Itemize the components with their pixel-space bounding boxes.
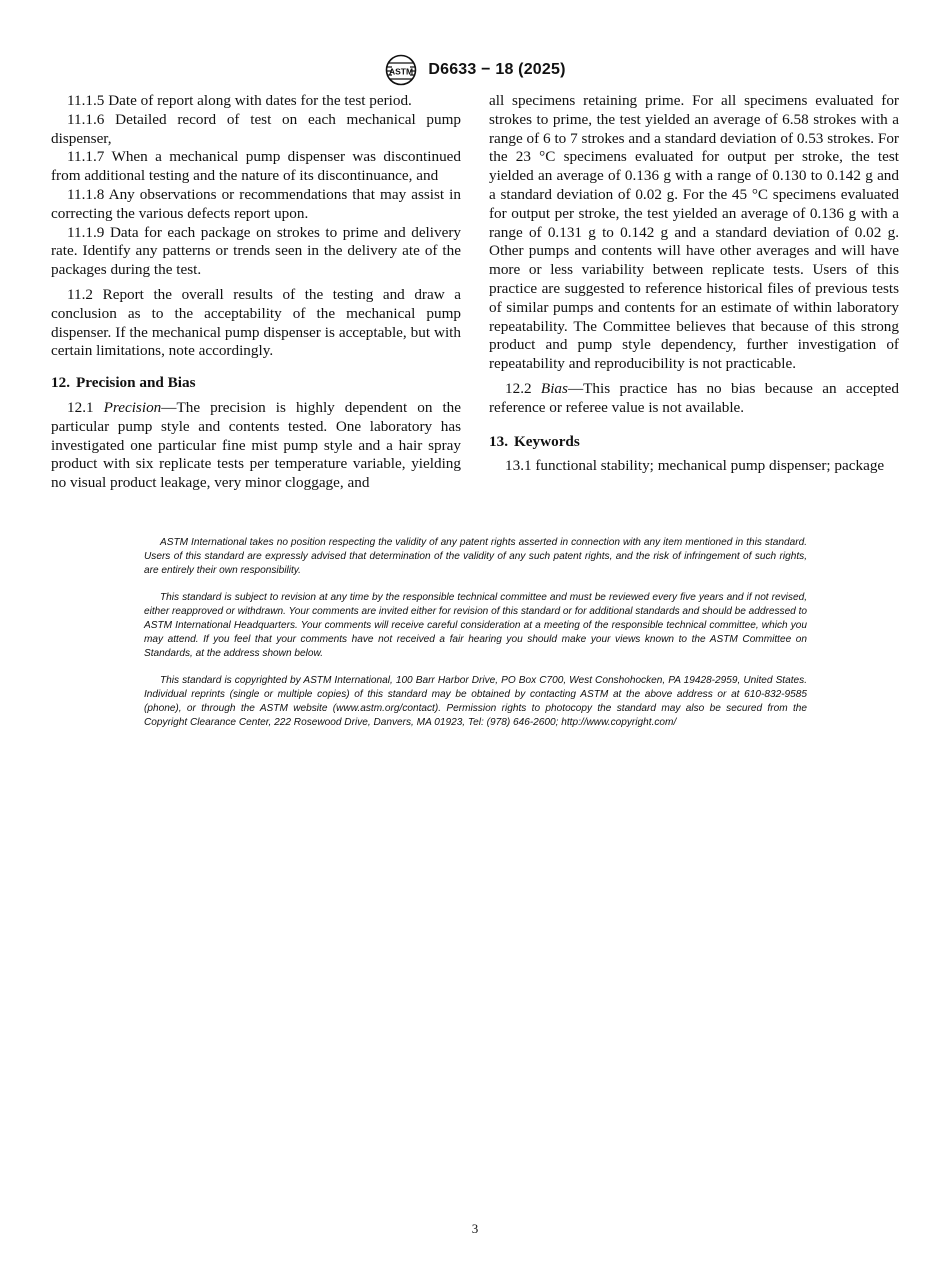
para-11-1-6: 11.1.6 Detailed record of test on each mechanical pump dispenser, <box>51 110 461 147</box>
section-12-heading: 12. Precision and Bias <box>51 374 196 392</box>
para-11-2: 11.2 Report the overall results of the testing and draw a conclusion as to the acceptability of the mechanical pump dispenser. If the mechanical pump dispenser is acceptable, but with certain limitations, note accordingly. <box>51 285 461 360</box>
para-13-1: 13.1 functional stability; mechanical pump dispenser; package <box>505 457 885 475</box>
legal-notices <box>144 536 807 744</box>
astm-logo <box>384 54 418 86</box>
para-11-1-5: 11.1.5 Date of report along with dates for the test period. <box>67 92 412 109</box>
patent-notice: ASTM International takes no position respecting the validity of any patent rights asserted in connection with any item mentioned in this standard. Users of this standard are expressly advised that determination of the validity of any such patent rights, and the risk of infringement of such rights, are entirely their own responsibility. <box>144 537 807 576</box>
bias-term: Bias <box>540 379 568 397</box>
para-12-2: 12.2 Bias—This practice has no bias because an accepted reference or referee value is not available. <box>489 379 899 416</box>
para-11-1-7: 11.1.7 When a mechanical pump dispenser was discontinued from additional testing and the nature of its discontinuance, and <box>51 148 461 185</box>
copyright-notice: This standard is copyrighted by ASTM International, 100 Barr Harbor Drive, PO Box C700, West Conshohocken, PA 19428-2959, United States. Individual reprints (single or multiple copies) of this standard may be obtained by contacting ASTM at the above address or at 610-832-9585 (phone), or through the ASTM website (www.astm.org/contact). Permission rights to photocopy the standard may also be secured from the Copyright Clearance Center, 222 Rosewood Drive, Danvers, MA 01923, Tel: (978) 646-2600; http://www.copyright.com/ <box>144 675 807 728</box>
para-11-1-9: 11.1.9 Data for each package on strokes to prime and delivery rate. Identify any patterns or trends seen in the delivery ate of the packages during the test. <box>51 223 461 279</box>
svg-text:ASTM: ASTM <box>389 66 414 77</box>
page-header <box>0 54 950 86</box>
left-column <box>51 92 461 493</box>
document-id: D6633 − 18 (2025) <box>428 61 566 78</box>
right-column <box>489 92 899 476</box>
para-12-1: 12.1 Precision—The precision is highly dependent on the particular pump style and contents tested. One laboratory has investigated one particular fine mist pump style and a hair spray product with six replicate tests per temperature variable, yielding no visual product leakage, very minor cloggage, and <box>51 398 461 492</box>
revision-notice: This standard is subject to revision at any time by the responsible technical committee and must be reviewed every five years and if not revised, either reapproved or withdrawn. Your comments are invited either for revision of this standard or for additional standards and should be addressed to ASTM International Headquarters. Your comments will receive careful consideration at a meeting of the responsible technical committee, which you may attend. If you feel that your comments have not received a fair hearing you should make your views known to the ASTM Committee on Standards, at the address shown below. <box>144 592 808 659</box>
precision-term: Precision <box>103 398 162 416</box>
section-13-heading: 13. Keywords <box>489 432 580 450</box>
page-number: 3 <box>471 1221 479 1236</box>
para-12-1-continued: all specimens retaining prime. For all specimens evaluated for strokes to prime, the test yielded an average of 6.58 strokes with a range of 6 to 7 strokes and a standard deviation of 0.53 strokes. For the 23 °C specimens evaluated for output per stroke, the test yielded an average of 0.136 g with a range of 0.130 to 0.142 g and a standard deviation of 0.02 g. For the 45 °C specimens evaluated for output per stroke, the test yielded an average of 0.136 g with a range of 0.131 g to 0.142 g and a standard deviation of 0.02 g. Other pumps and contents will have other averages and will have more or less variability between replicate tests. Users of this practice are suggested to reference historical files of previous tests of similar pumps and contents for an estimate of within laboratory repeatability. The Committee believes that because of this strong product and pump style dependency, further investigation of repeatability and reproducibility is not practicable. <box>489 92 899 373</box>
para-11-1-8: 11.1.8 Any observations or recommendations that may assist in correcting the various defects report upon. <box>51 185 461 222</box>
